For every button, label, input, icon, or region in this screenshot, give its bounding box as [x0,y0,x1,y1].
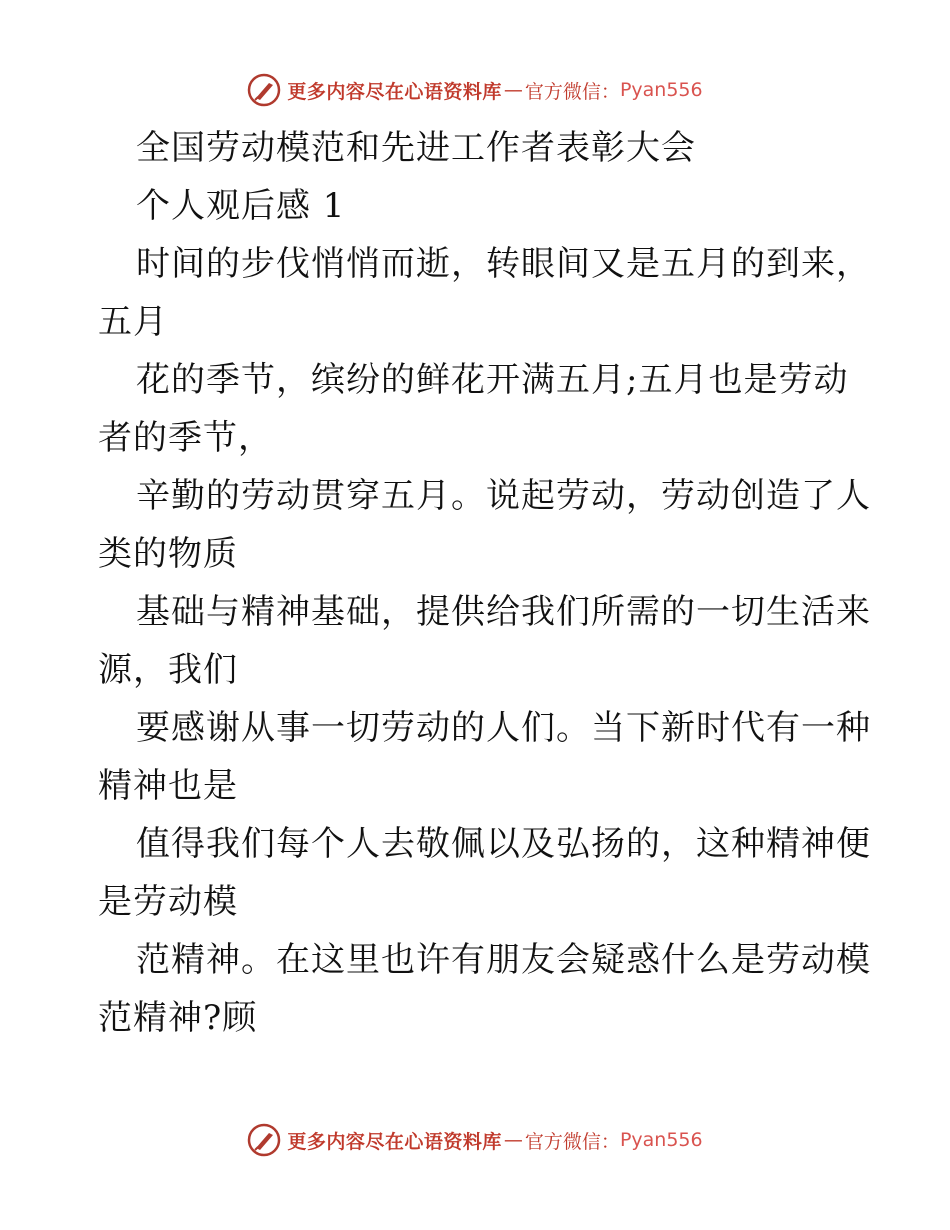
watermark-dash: — [503,1129,523,1151]
watermark-banner-bottom [0,1120,950,1160]
paragraph-line: 花的季节，缤纷的鲜花开满五月;五月也是劳动 [136,360,849,400]
paragraph-line: 精神也是 [98,766,238,806]
watermark-wechat-label: 官方微信： [524,80,620,103]
watermark-wechat-id: Pyan556 [619,1129,703,1151]
paragraph-line: 辛勤的劳动贯穿五月。说起劳动，劳动创造了人 [136,476,871,516]
paragraph-line: 范精神。在这里也许有朋友会疑惑什么是劳动模 [136,940,871,980]
paragraph-line: 时间的步伐悄悄而逝，转眼间又是五月的到来， [136,244,871,284]
paragraph-line: 者的季节， [98,418,273,458]
watermark-dash: — [503,79,523,101]
paragraph-line: 值得我们每个人去敬佩以及弘扬的，这种精神便 [136,824,871,864]
paragraph-line: 类的物质 [98,534,238,574]
watermark-site-text: 更多内容尽在心语资料库 [287,80,502,103]
watermark-banner-top [0,70,950,110]
quill-logo-icon [247,73,281,107]
document-subtitle: 个人观后感 1 [136,186,346,226]
watermark-wechat-label: 官方微信： [524,1130,620,1153]
paragraph-line: 五月 [98,302,168,342]
paragraph-line: 基础与精神基础，提供给我们所需的一切生活来 [136,592,871,632]
document-title: 全国劳动模范和先进工作者表彰大会 [136,128,696,168]
paragraph-line: 范精神?顾 [98,998,258,1038]
quill-logo-icon [247,1123,281,1157]
watermark-site-text: 更多内容尽在心语资料库 [287,1130,502,1153]
paragraph-line: 源，我们 [98,650,238,690]
paragraph-line: 要感谢从事一切劳动的人们。当下新时代有一种 [136,708,871,748]
paragraph-line: 是劳动模 [98,882,238,922]
watermark-wechat-id: Pyan556 [619,79,703,101]
